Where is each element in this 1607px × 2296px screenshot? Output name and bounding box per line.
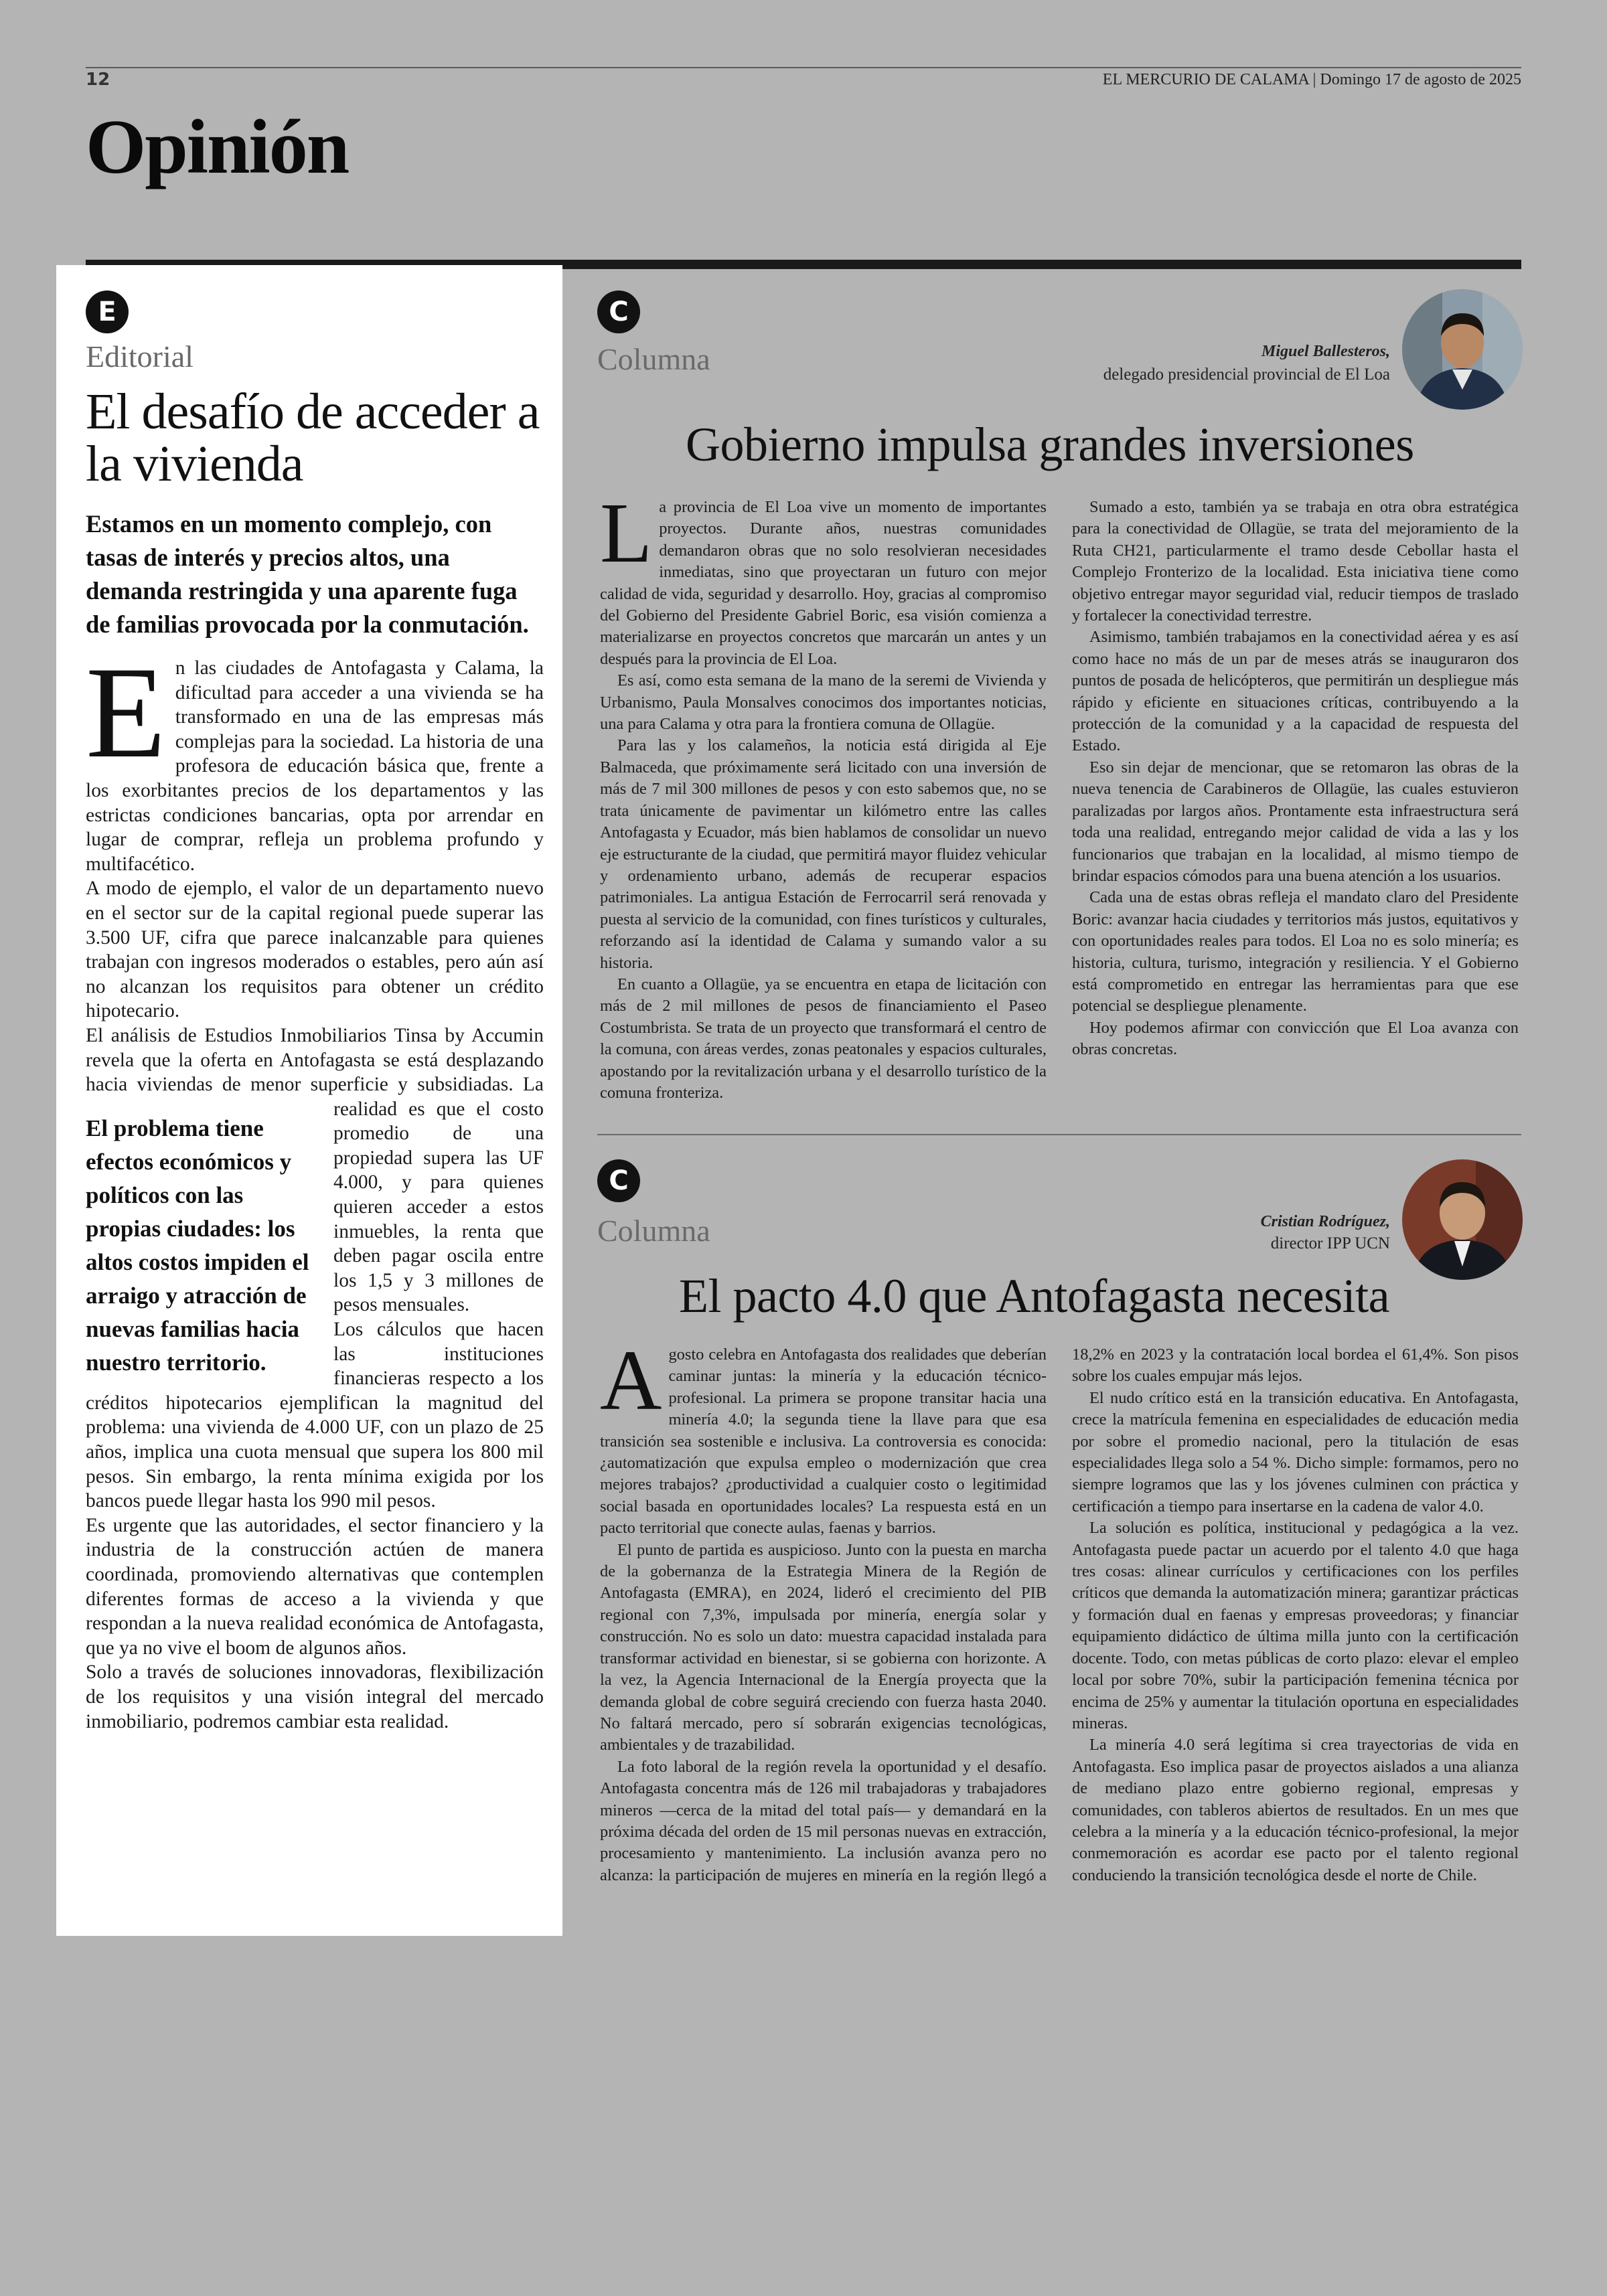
editorial-paragraph: Solo a través de soluciones innovadoras, flexibilización de los requisitos y una visión integral del mercado inmobiliario, podremos cambiar esta realidad.: [86, 1661, 544, 1732]
column-paragraph: Cada una de estas obras refleja el mandato claro del Presidente Boric: avanzar hacia ciudades y territorios más justos, equitativos y con oportunidades reales para todos. El Loa no es solo minería; es historia, cultura, turismo, integración y resiliencia. Y el Gobierno está comprometido en entregar las herramientas para que ese potencial se despliegue plenamente.: [1072, 888, 1519, 1015]
editorial-body: [86, 640, 544, 1734]
column-one-body: [600, 485, 1519, 1119]
column-one-badge: C: [597, 291, 640, 333]
column-two: [592, 1138, 1523, 1935]
column-paragraph: gosto celebra en Antofagasta dos realidades que deberían caminar juntas: la minería y la educación técnico-profesional. La primera se propone transitar hacia una minería 4.0; la segunda tiene la llave para que esa transición sea sostenible e inclusiva. La controversia es conocida: ¿automatización que expulsa empleo o modernización que crea mejores trabajos? ¿productividad a cualquier costo o legitimidad social basada en oportunidades locales? La respuesta está en un pacto territorial que conecte aulas, faenas y barrios.: [600, 1345, 1047, 1538]
section-title: Opinión: [86, 104, 349, 190]
editorial-badge: E: [86, 291, 129, 333]
editorial-title: El desafío de acceder a la vivienda: [86, 384, 540, 492]
editorial-kicker: Editorial: [86, 339, 194, 374]
column-paragraph: La solución es política, institucional y pedagógica a la vez. Antofagasta puede pactar un acuerdo por el talento 4.0 que haga tres cosas: alinear currículos y certificaciones con los perfiles críticos que demanda la automatización minera; garantizar prácticas y formación dual en faenas y empresas proveedoras; y financiar equipamiento didáctico de última milla junto con la certificación docente. Todo, con metas públicas de corto plazo: elevar el empleo local por sobre 70%, subir la participación femenina técnica por encima de 25% y aumentar la titulación oportuna en especialidades mineras.: [1072, 1519, 1519, 1732]
column-one-dropcap: L: [600, 485, 653, 580]
column-paragraph: Eso sin dejar de mencionar, que se retomaron las obras de la nueva tenencia de Carabineros de Ollagüe, las cuales estuvieron paralizadas por largos años. Prontamente esta infraestructura será toda una realidad, entregando mejor calidad de vida a las y los funcionarios que trabajan en la localidad, al mismo tiempo de brindar espacios cómodos para una buena atención a los usuarios.: [1072, 758, 1519, 885]
column-one-kicker: Columna: [597, 342, 710, 376]
column-paragraph: La foto laboral de la región revela la oportunidad y el desafío. Antofagasta concentra más de 126 mil trabajadoras y trabajadores mineros —cerca de la mitad del total país— y demandará en la próxima década del orden de 15 mil personas nuevas en extracción, procesamiento y mantenimiento. La inclusión avanza pero no alcanza: la participación de mujeres en minería en la región llegó a 18,2% en 2023 y la contratación local bordea el 61,4%. Son pisos sobre los cuales empujar más lejos.: [600, 1345, 1519, 1884]
column-two-badge: C: [597, 1159, 640, 1202]
editorial-dropcap: E: [86, 640, 166, 785]
column-paragraph: Sumado a esto, también ya se trabaja en otra obra estratégica para la conectividad de Ollagüe, se trata del mejoramiento de la Ruta CH21, particularmente el tramo desde Cebollar hasta el Complejo Fronterizo de la localidad. Esta iniciativa tiene como objetivo entregar mayor seguridad vial, reducir tiempos de traslado y fortalecer la conectividad terrestre.: [1072, 498, 1519, 625]
column-divider: [597, 1134, 1521, 1135]
column-two-kicker: Columna: [597, 1214, 710, 1248]
editorial-paragraph: Es urgente que las autoridades, el sector financiero y la industria de la construcción actúen de manera coordinada, promoviendo alternativas que contemplen diferentes formas de acceso a la vivienda y que respondan a la nueva realidad económica de Antofagasta, que ya no vive el boom de algunos años.: [86, 1514, 544, 1659]
editorial-paragraph: A modo de ejemplo, el valor de un departamento nuevo en el sector sur de la capital regional puede superar las 3.500 UF, cifra que parece inalcanzable para quienes trabajan con ingresos moderados o estables, pero aún así no alcanzan los requisitos para obtener un crédito hipotecario.: [86, 878, 544, 1022]
column-two-body: [600, 1333, 1519, 1913]
editorial-paragraph: La realidad es que el costo promedio de una propiedad supera las UF 4.000, y para quienes quieren acceder a estos inmuebles, la renta que deben pagar oscila entre los 1,5 y 3 millones de pesos mensuales.: [333, 1074, 544, 1316]
column-paragraph: En cuanto a Ollagüe, ya se encuentra en etapa de licitación con más de 2 mil millones de pesos de financiamiento el Paseo Costumbrista. Se trata de un proyecto que transformará el centro de la comuna, con áreas verdes, zonas peatonales y espacios culturales, apostando por la revitalización urbana y el desarrollo turístico de la comuna fronteriza.: [600, 975, 1047, 1102]
column-paragraph: Asimismo, también trabajamos en la conectividad aérea y es así como hace no más de un par de meses atrás se inauguraron dos puntos de posada de helicópteros, que permitirán un despliegue más rápido y eficiente en situaciones críticas, contribuyendo a la protección de la comunidad y a la capacidad de respuesta del Estado.: [1072, 628, 1519, 755]
editorial-paragraph: Los cálculos que hacen las instituciones financieras respecto a los créditos hipotecarios ejemplifican la magnitud del problema: una vivienda de 4.000 UF, con un plazo de 25 años, implica una cuota mensual que supera los 800 mil pesos. Sin embargo, la renta mínima exigida por los bancos puede llegar hasta los 990 mil pesos.: [86, 1319, 544, 1512]
column-two-dropcap: A: [600, 1333, 662, 1428]
column-one-title: Gobierno impulsa grandes inversiones: [686, 418, 1414, 471]
column-paragraph: La minería 4.0 será legítima si crea trayectorias de vida en Antofagasta. Eso implica pasar de proyectos aislados a una alianza de mediano plazo entre gobierno regional, empresas y comunidades, con tableros abiertos de resultados. En un mes que celebra a la minería y a la educación técnico-profesional, la mejor conmemoración es acordar ese pacto por el talento regional conduciendo la transición tecnológica desde el norte de Chile.: [1072, 1736, 1519, 1884]
editorial-paragraph: n las ciudades de Antofagasta y Calama, la dificultad para acceder a una vivienda se ha transformado en una de las empresas más complejas para la sociedad. La historia de una profesora de educación básica que, frente a los exorbitantes precios de los departamentos y las estrictas condiciones bancarias, opta por arrendar en lugar de comprar, refleja un problema profundo y multifacético.: [86, 657, 544, 875]
editorial-paragraph: El análisis de Estudios Inmobiliarios Tinsa by Accumin revela que la oferta en Antofagasta se está desplazando hacia viviendas de menor superficie y subsidiadas.: [86, 1024, 544, 1096]
column-paragraph: Para las y los calameños, la noticia está dirigida al Eje Balmaceda, que próximamente será licitado con una inversión de más de 7 mil 300 millones de pesos y con esto sabemos que, no se trata únicamente de pavimentar un kilómetro entre las calles Antofagasta y Ecuador, más bien hablamos de consolidar un nuevo eje estructurante de la ciudad, que permitirá mayor fluidez vehicular y ordenamiento urbano, además de recuperar espacios patrimoniales. La antigua Estación de Ferrocarril será renovada y puesta al servicio de la comunidad, con fines turísticos y culturales, reforzando así la identidad de Calama y sumando valor a su historia.: [600, 736, 1047, 972]
editorial-pull-quote: El problema tiene efectos económicos y políticos con las propias ciudades: los altos costos impiden el arraigo y atracción de nuevas familias hacia nuestro territorio.: [86, 1115, 309, 1376]
column-two-title: El pacto 4.0 que Antofagasta necesita: [679, 1269, 1390, 1323]
header-rule: [86, 67, 1521, 68]
column-one: [592, 265, 1523, 1129]
column-paragraph: El punto de partida es auspicioso. Junto con la puesta en marcha de la gobernanza de la Estrategia Minera de la Región de Antofagasta (EMRA), en 2024, lideró el crecimiento del PIB regional con 7,3%, impulsada por minería, energía solar y construcción. No es solo un dato: muestra capacidad instalada para transformar actividad en bienestar, si se gobierna con horizonte. A la vez, la Agencia Internacional de la Energía proyecta que la demanda global de cobre seguirá creciendo con fuerza hasta 2040. No faltará mercado, pero sí sobrarán exigencias tecnológicas, ambientales y de trazabilidad.: [600, 1540, 1047, 1754]
column-one-author-name: Miguel Ballesteros,: [1261, 343, 1390, 360]
column-paragraph: Es así, como esta semana de la mano de la seremi de Vivienda y Urbanismo, Paula Monsalves conocimos dos importantes noticias, una para Calama y otra para la frontiera comuna de Ollagüe.: [600, 671, 1047, 734]
author-photo-cristian: [1402, 1159, 1523, 1280]
editorial-panel: [56, 265, 562, 1936]
column-two-author-role: director IPP UCN: [1270, 1234, 1390, 1252]
column-one-author-role: delegado presidencial provincial de El Loa: [1103, 365, 1390, 384]
column-paragraph: Hoy podemos afirmar con convicción que El Loa avanza con obras concretas.: [1072, 1018, 1519, 1059]
author-photo-miguel: [1402, 289, 1523, 410]
page-number: 12: [86, 70, 110, 90]
editorial-lead: Estamos en un momento complejo, con tasas de interés y precios altos, una demanda restringida y una aparente fuga de familias provocada por la conmutación.: [86, 510, 529, 638]
column-two-author-name: Cristian Rodríguez,: [1260, 1213, 1390, 1230]
masthead: EL MERCURIO DE CALAMA | Domingo 17 de agosto de 2025: [1102, 71, 1521, 88]
column-paragraph: a provincia de El Loa vive un momento de importantes proyectos. Durante años, nuestras comunidades demandaron obras que no solo resolvieran necesidades inmediatas, sino que proyectaran un futuro con mejor calidad de vida, seguridad y desarrollo. Hoy, gracias al compromiso del Gobierno del Presidente Gabriel Boric, esa visión comienza a materializarse en proyectos concretos que marcarán un antes y un después para la provincia de El Loa.: [600, 498, 1047, 668]
column-paragraph: El nudo crítico está en la transición educativa. En Antofagasta, crece la matrícula femenina en especialidades de educación media por sobre el promedio nacional, pero la titulación de esas especialidades llega solo a 54 %. Dicho simple: formamos, pero no siempre logramos que las y los jóvenes culminen con práctica y certificación a tiempo para insertarse en la cadena de valor 4.0.: [1072, 1388, 1519, 1515]
